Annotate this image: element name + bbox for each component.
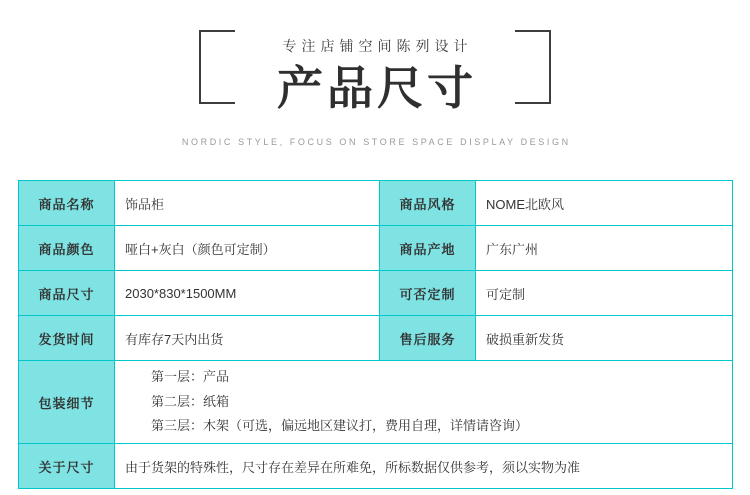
spec-table-container: [18, 180, 732, 489]
spec-label-packaging: 包装细节: [19, 361, 115, 444]
spec-value-packaging: [115, 361, 733, 444]
spec-value-customizable: 可定制: [476, 271, 733, 316]
spec-value-shipping-time: 有库存7天内出货: [115, 316, 380, 361]
spec-value-product-origin: 广东广州: [476, 226, 733, 271]
table-row: [19, 316, 733, 361]
packaging-line-3: 第三层：木架（可选，偏远地区建议打，费用自理，详情请咨询）: [151, 418, 529, 434]
spec-value-product-name: 饰品柜: [115, 181, 380, 226]
header-subtitle-cn: 专注店铺空间陈列设计: [282, 38, 473, 55]
spec-label-product-size: 商品尺寸: [19, 271, 115, 316]
spec-label-size-note: 关于尺寸: [19, 444, 115, 489]
packaging-line-2: 第二层：纸箱: [151, 393, 230, 409]
spec-label-product-color: 商品颜色: [19, 226, 115, 271]
spec-label-customizable: 可否定制: [380, 271, 476, 316]
spec-value-product-size: 2030*830*1500MM: [115, 271, 380, 316]
spec-label-after-sales: 售后服务: [380, 316, 476, 361]
spec-label-shipping-time: 发货时间: [19, 316, 115, 361]
table-row: [19, 226, 733, 271]
header-subtitle-en: NORDIC STYLE, FOCUS ON STORE SPACE DISPLAY DESIGN: [181, 136, 571, 147]
spec-label-product-origin: 商品产地: [380, 226, 476, 271]
table-row: [19, 271, 733, 316]
table-row-packaging: [19, 361, 733, 444]
header-title-group: [205, 28, 545, 121]
page-title: 产品尺寸: [277, 62, 477, 115]
table-row: [19, 181, 733, 226]
bracket-left-decoration: [199, 30, 235, 104]
spec-value-product-color: 哑白+灰白（颜色可定制）: [115, 226, 380, 271]
spec-label-product-name: 商品名称: [19, 181, 115, 226]
spec-value-size-note: 由于货架的特殊性，尺寸存在差异在所难免，所标数据仅供参考，须以实物为准: [115, 444, 733, 489]
spec-value-product-style: NOME北欧风: [476, 181, 733, 226]
table-row-size-note: [19, 444, 733, 489]
spec-value-after-sales: 破损重新发货: [476, 316, 733, 361]
spec-label-product-style: 商品风格: [380, 181, 476, 226]
packaging-line-1: 第一层：产品: [151, 369, 230, 384]
bracket-right-decoration: [515, 30, 551, 104]
page-header: [0, 0, 750, 175]
spec-table: [18, 180, 733, 489]
